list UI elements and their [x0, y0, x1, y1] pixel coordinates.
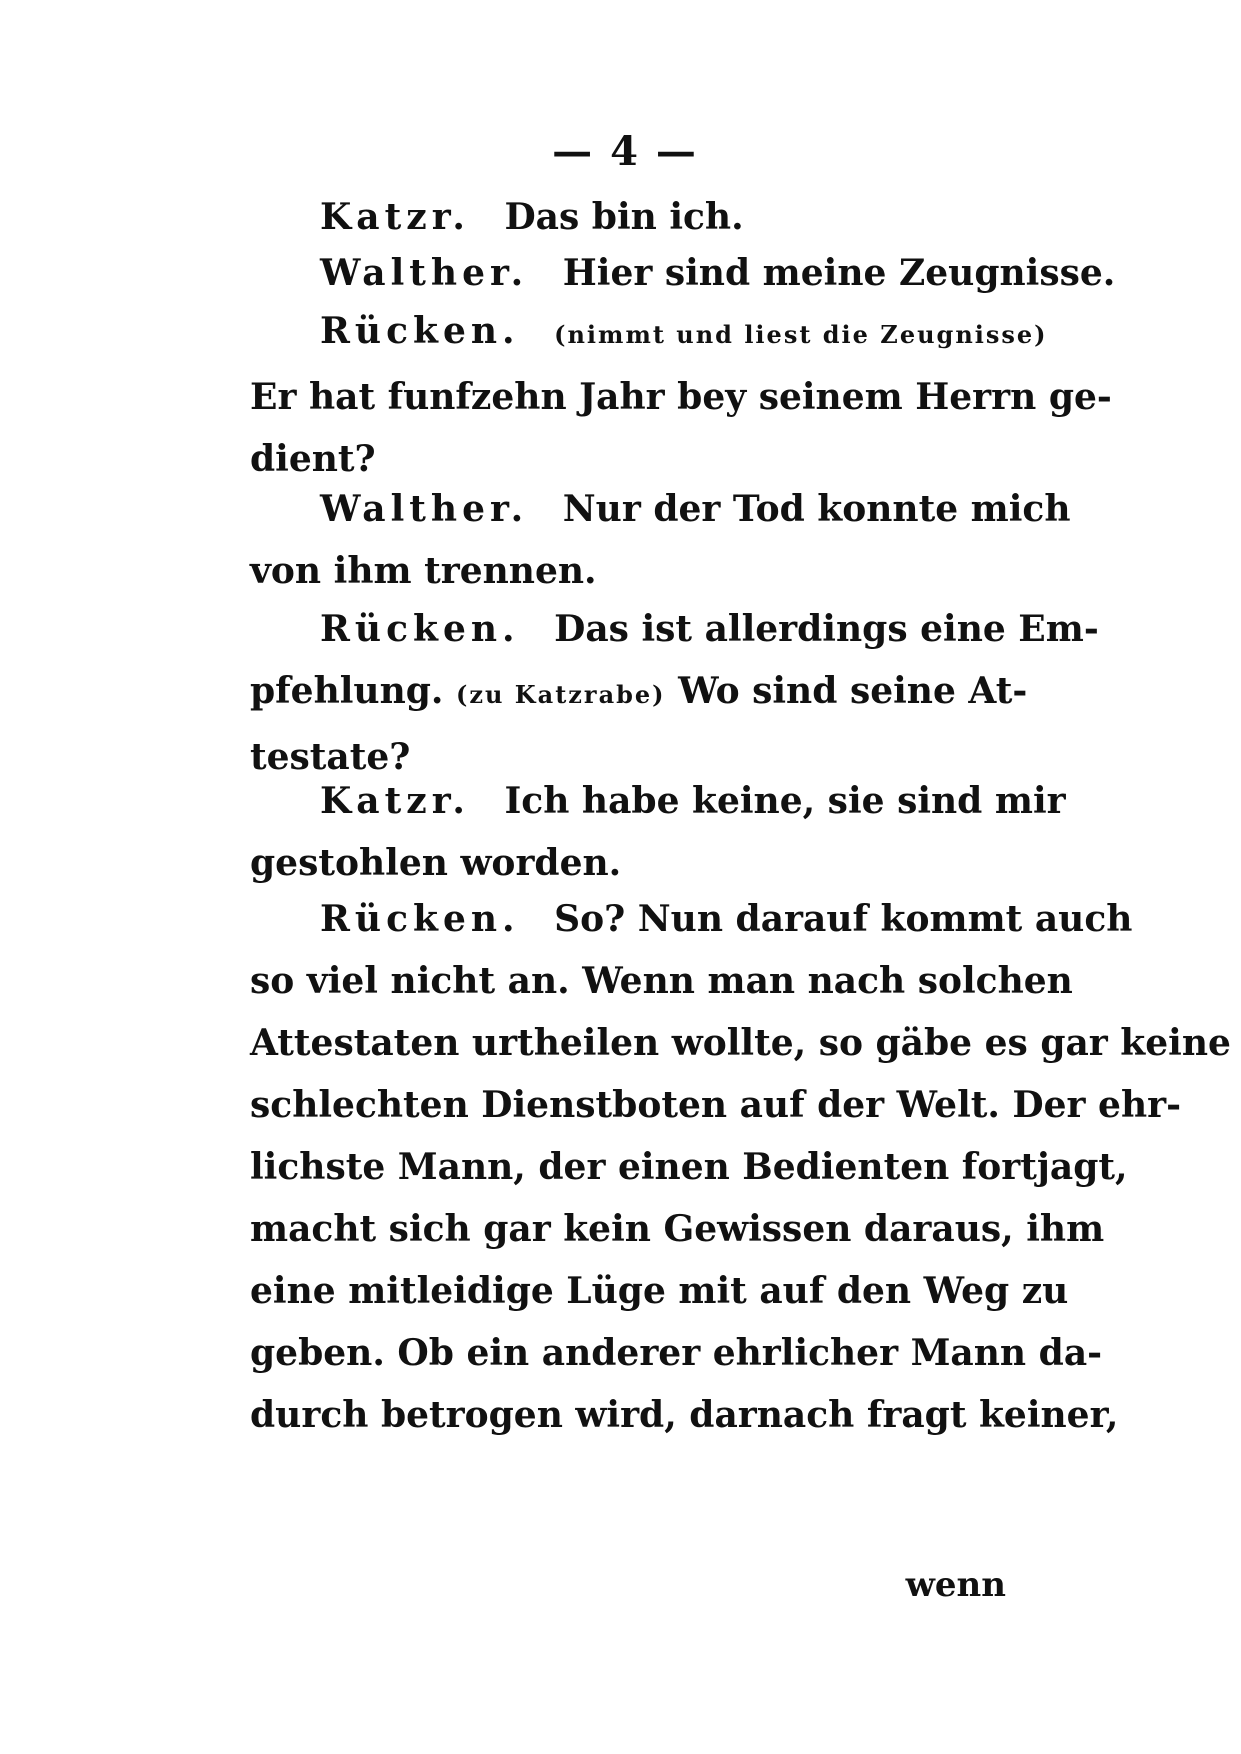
speaker-name: Rücken.	[320, 310, 520, 352]
stage-direction: (nimmt und liest die Zeugnisse)	[554, 320, 1048, 349]
dialogue-block	[250, 598, 1099, 788]
speech-text: Das ist allerdings eine Em-	[554, 608, 1099, 650]
speaker-name: Rücken.	[320, 898, 520, 940]
speaker-name: Rücken.	[320, 608, 520, 650]
speech-text: Ich habe keine, sie sind mir	[504, 780, 1066, 822]
dialogue-line	[250, 242, 1116, 304]
speaker-name: Katzr.	[320, 196, 470, 238]
dialogue-block	[250, 478, 1071, 602]
speaker-name: Walther.	[320, 252, 529, 294]
speech-text: Nur der Tod konnte mich	[562, 488, 1071, 530]
speech-text: Wo sind seine At-	[678, 670, 1028, 712]
speech-line	[250, 478, 1071, 540]
speech-text: so viel nicht an. Wenn man nach solchen	[250, 960, 1073, 1002]
speech-text: geben. Ob ein anderer ehrlicher Mann da-	[250, 1332, 1103, 1374]
speech-text: So? Nun darauf kommt auch	[554, 898, 1133, 940]
speech-text: Attestaten urtheilen wollte, so gäbe es gar keine	[250, 1022, 1231, 1064]
speech-line	[250, 660, 1028, 726]
speech-line	[250, 888, 1133, 950]
dialogue-block	[250, 300, 1112, 490]
speech-text: macht sich gar kein Gewissen daraus, ihm	[250, 1208, 1105, 1250]
dialogue-line	[250, 186, 1010, 248]
speech-line	[250, 770, 1066, 832]
speech-line	[250, 186, 1010, 248]
speech-text: durch betrogen wird, darnach fragt keiner,	[250, 1394, 1119, 1436]
speech-text: Er hat funfzehn Jahr bey seinem Herrn ge-	[250, 376, 1112, 418]
speech-line	[250, 598, 1099, 660]
speech-text: gestohlen worden.	[250, 842, 622, 884]
speech-text: schlechten Dienstboten auf der Welt. Der ehr-	[250, 1084, 1182, 1126]
speech-text: eine mitleidige Lüge mit auf den Weg zu	[250, 1270, 1069, 1312]
dialogue-block	[250, 770, 1066, 894]
speech-line	[250, 242, 1116, 304]
speech-text: dient?	[250, 438, 376, 480]
speech-text: testate?	[250, 736, 411, 778]
stage-direction: (zu Katzrabe)	[456, 680, 666, 709]
speech-text: Das bin ich.	[504, 196, 744, 238]
speaker-name: Katzr.	[320, 780, 470, 822]
catchword: wenn	[905, 1565, 1006, 1605]
speech-text: von ihm trennen.	[250, 550, 597, 592]
speech-text: lichste Mann, der einen Bedienten fortjagt,	[250, 1146, 1128, 1188]
speech-text: Hier sind meine Zeugnisse.	[562, 252, 1116, 294]
speech-text: pfehlung.	[250, 670, 444, 712]
speaker-name: Walther.	[320, 488, 529, 530]
speech-line	[250, 300, 1048, 366]
dialogue-block	[250, 888, 1231, 1446]
page-number: — 4 —	[552, 128, 698, 175]
